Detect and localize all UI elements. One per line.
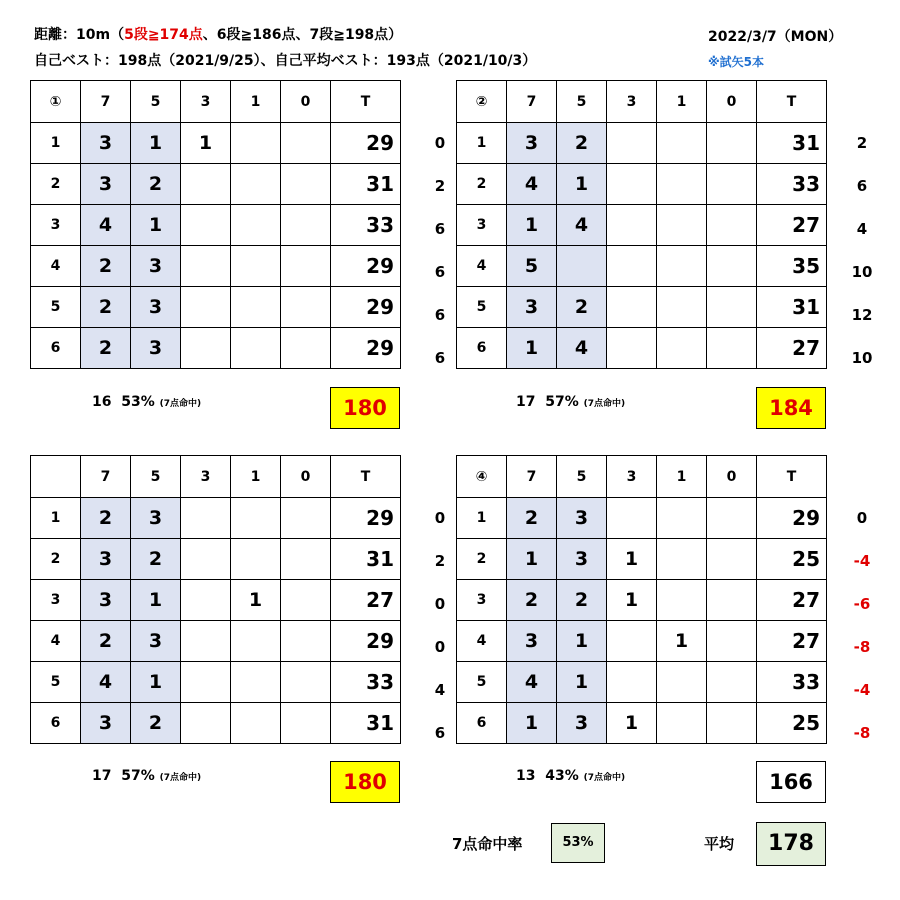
count-5: 1 bbox=[131, 580, 181, 621]
end-row bbox=[457, 164, 827, 205]
round-4-summary: 13 43% (7点命中) bbox=[516, 768, 626, 784]
end-total: 33 bbox=[331, 205, 401, 246]
end-total: 29 bbox=[331, 621, 401, 662]
count-5 bbox=[557, 246, 607, 287]
count-5: 1 bbox=[131, 123, 181, 164]
end-total: 31 bbox=[331, 539, 401, 580]
count-0 bbox=[281, 123, 331, 164]
count-7: 2 bbox=[81, 498, 131, 539]
count-0 bbox=[707, 498, 757, 539]
count-1: 1 bbox=[231, 580, 281, 621]
end-row bbox=[457, 328, 827, 369]
end-row bbox=[31, 205, 401, 246]
count-7: 4 bbox=[81, 662, 131, 703]
hit-rate-label: 7点命中率 bbox=[452, 835, 523, 853]
column-header: 3 bbox=[607, 81, 657, 123]
count-3 bbox=[181, 328, 231, 369]
count-3 bbox=[607, 164, 657, 205]
side-value: 12 bbox=[851, 306, 873, 324]
count-0 bbox=[281, 662, 331, 703]
side-value: 6 bbox=[434, 349, 446, 367]
end-row bbox=[457, 621, 827, 662]
end-row bbox=[457, 246, 827, 287]
count-7: 1 bbox=[507, 703, 557, 744]
end-row bbox=[457, 580, 827, 621]
end-row bbox=[457, 123, 827, 164]
column-header: 3 bbox=[181, 456, 231, 498]
end-row bbox=[31, 498, 401, 539]
end-number: 1 bbox=[31, 123, 81, 164]
count-0 bbox=[707, 662, 757, 703]
count-5: 3 bbox=[131, 621, 181, 662]
count-3 bbox=[607, 498, 657, 539]
count-1 bbox=[657, 164, 707, 205]
column-header: 7 bbox=[81, 81, 131, 123]
column-header: 7 bbox=[81, 456, 131, 498]
count-3 bbox=[607, 123, 657, 164]
end-total: 29 bbox=[331, 287, 401, 328]
count-7: 3 bbox=[81, 703, 131, 744]
column-header: 3 bbox=[607, 456, 657, 498]
side-value: -4 bbox=[853, 681, 871, 699]
count-5: 1 bbox=[131, 205, 181, 246]
column-header: 5 bbox=[131, 456, 181, 498]
count-1 bbox=[231, 539, 281, 580]
column-header: 0 bbox=[281, 81, 331, 123]
count-7: 3 bbox=[507, 123, 557, 164]
round-2-total: 184 bbox=[756, 387, 826, 429]
count-0 bbox=[707, 621, 757, 662]
count-5: 3 bbox=[557, 498, 607, 539]
count-7: 1 bbox=[507, 539, 557, 580]
count-5: 3 bbox=[557, 703, 607, 744]
count-0 bbox=[707, 328, 757, 369]
side-value: 2 bbox=[434, 552, 446, 570]
count-0 bbox=[281, 703, 331, 744]
end-number: 3 bbox=[31, 205, 81, 246]
count-7: 3 bbox=[81, 539, 131, 580]
date: 2022/3/7（MON） bbox=[708, 29, 843, 45]
side-value: 6 bbox=[434, 263, 446, 281]
side-value: 2 bbox=[434, 177, 446, 195]
side-value: 2 bbox=[856, 134, 868, 152]
end-number: 6 bbox=[31, 703, 81, 744]
end-number: 5 bbox=[457, 662, 507, 703]
count-1 bbox=[657, 328, 707, 369]
count-7: 4 bbox=[507, 164, 557, 205]
count-1 bbox=[231, 498, 281, 539]
count-0 bbox=[707, 580, 757, 621]
personal-best-line: 自己ベスト：198点（2021/9/25）、自己平均ベスト：193点（2021/10/3） bbox=[34, 53, 537, 69]
side-value: 10 bbox=[851, 349, 873, 367]
side-value: 0 bbox=[434, 134, 446, 152]
column-header: 1 bbox=[657, 456, 707, 498]
count-7: 2 bbox=[81, 621, 131, 662]
end-total: 27 bbox=[757, 205, 827, 246]
side-value: 10 bbox=[851, 263, 873, 281]
round-3-total: 180 bbox=[330, 761, 400, 803]
side-value: -8 bbox=[853, 724, 871, 742]
end-number: 5 bbox=[31, 662, 81, 703]
side-value: -4 bbox=[853, 552, 871, 570]
end-total: 31 bbox=[331, 164, 401, 205]
count-3 bbox=[607, 328, 657, 369]
count-3 bbox=[181, 246, 231, 287]
end-row bbox=[31, 662, 401, 703]
end-total: 27 bbox=[757, 328, 827, 369]
end-total: 29 bbox=[331, 498, 401, 539]
end-row bbox=[31, 703, 401, 744]
count-5: 3 bbox=[131, 498, 181, 539]
round-4-total: 166 bbox=[756, 761, 826, 803]
column-header: T bbox=[757, 81, 827, 123]
count-5: 2 bbox=[131, 703, 181, 744]
count-3 bbox=[181, 580, 231, 621]
end-row bbox=[31, 287, 401, 328]
round-3-table bbox=[30, 455, 401, 744]
end-row bbox=[457, 662, 827, 703]
count-3 bbox=[181, 164, 231, 205]
end-total: 25 bbox=[757, 703, 827, 744]
count-5: 3 bbox=[557, 539, 607, 580]
count-7: 1 bbox=[507, 328, 557, 369]
end-number: 5 bbox=[31, 287, 81, 328]
end-total: 25 bbox=[757, 539, 827, 580]
count-0 bbox=[281, 164, 331, 205]
count-3 bbox=[607, 662, 657, 703]
count-3 bbox=[607, 205, 657, 246]
count-7: 2 bbox=[81, 246, 131, 287]
end-row bbox=[31, 123, 401, 164]
count-0 bbox=[707, 164, 757, 205]
round-2-table bbox=[456, 80, 827, 369]
column-header: 1 bbox=[231, 81, 281, 123]
count-0 bbox=[707, 246, 757, 287]
end-row bbox=[457, 539, 827, 580]
side-value: -6 bbox=[853, 595, 871, 613]
end-total: 31 bbox=[331, 703, 401, 744]
count-1 bbox=[657, 539, 707, 580]
count-3 bbox=[181, 287, 231, 328]
count-1 bbox=[231, 246, 281, 287]
end-number: 3 bbox=[457, 580, 507, 621]
count-3 bbox=[181, 703, 231, 744]
end-total: 27 bbox=[331, 580, 401, 621]
count-3: 1 bbox=[181, 123, 231, 164]
end-row bbox=[31, 580, 401, 621]
column-header: T bbox=[331, 81, 401, 123]
count-1 bbox=[231, 703, 281, 744]
end-number: 6 bbox=[457, 328, 507, 369]
end-number: 2 bbox=[31, 539, 81, 580]
side-value: 6 bbox=[856, 177, 868, 195]
round-4-table bbox=[456, 455, 827, 744]
count-5: 1 bbox=[131, 662, 181, 703]
count-5: 3 bbox=[131, 287, 181, 328]
count-7: 2 bbox=[507, 498, 557, 539]
count-3 bbox=[181, 539, 231, 580]
count-0 bbox=[281, 621, 331, 662]
end-row bbox=[457, 287, 827, 328]
count-5: 2 bbox=[131, 539, 181, 580]
count-1 bbox=[657, 205, 707, 246]
end-number: 4 bbox=[457, 621, 507, 662]
side-value: 4 bbox=[856, 220, 868, 238]
average-label: 平均 bbox=[704, 835, 735, 853]
end-number: 3 bbox=[457, 205, 507, 246]
count-1 bbox=[657, 498, 707, 539]
count-3 bbox=[607, 246, 657, 287]
count-0 bbox=[281, 287, 331, 328]
distance-line: 距離：10m（5段≧174点、6段≧186点、7段≧198点） bbox=[34, 27, 403, 43]
side-value: 6 bbox=[434, 724, 446, 742]
count-7: 3 bbox=[81, 164, 131, 205]
count-7: 4 bbox=[81, 205, 131, 246]
end-row bbox=[31, 328, 401, 369]
count-1 bbox=[657, 703, 707, 744]
count-1 bbox=[231, 662, 281, 703]
count-7: 2 bbox=[81, 328, 131, 369]
round-1-total: 180 bbox=[330, 387, 400, 429]
count-7: 3 bbox=[507, 287, 557, 328]
end-number: 4 bbox=[457, 246, 507, 287]
count-7: 5 bbox=[507, 246, 557, 287]
count-1 bbox=[657, 287, 707, 328]
count-5: 4 bbox=[557, 328, 607, 369]
round-1-table bbox=[30, 80, 401, 369]
side-value: -8 bbox=[853, 638, 871, 656]
count-0 bbox=[281, 246, 331, 287]
count-5: 2 bbox=[557, 123, 607, 164]
count-3 bbox=[607, 621, 657, 662]
end-total: 29 bbox=[331, 123, 401, 164]
column-header: 7 bbox=[507, 456, 557, 498]
round-1-summary: 16 53% (7点命中) bbox=[92, 394, 202, 410]
count-3 bbox=[181, 662, 231, 703]
end-row bbox=[457, 703, 827, 744]
count-1: 1 bbox=[657, 621, 707, 662]
count-5: 2 bbox=[131, 164, 181, 205]
count-7: 3 bbox=[507, 621, 557, 662]
column-header: 1 bbox=[231, 456, 281, 498]
end-number: 2 bbox=[457, 539, 507, 580]
end-row bbox=[457, 205, 827, 246]
end-number: 4 bbox=[31, 621, 81, 662]
count-3 bbox=[181, 621, 231, 662]
end-total: 29 bbox=[331, 246, 401, 287]
end-number: 4 bbox=[31, 246, 81, 287]
column-header: 5 bbox=[131, 81, 181, 123]
round-label: ② bbox=[457, 81, 507, 123]
end-number: 6 bbox=[457, 703, 507, 744]
end-row bbox=[31, 539, 401, 580]
side-value: 0 bbox=[856, 509, 868, 527]
column-header: 3 bbox=[181, 81, 231, 123]
side-value: 6 bbox=[434, 220, 446, 238]
count-7: 3 bbox=[81, 580, 131, 621]
column-header: T bbox=[331, 456, 401, 498]
count-7: 2 bbox=[81, 287, 131, 328]
count-1 bbox=[231, 328, 281, 369]
end-total: 33 bbox=[757, 164, 827, 205]
count-3 bbox=[607, 287, 657, 328]
end-number: 2 bbox=[31, 164, 81, 205]
column-header: 0 bbox=[281, 456, 331, 498]
side-value: 0 bbox=[434, 638, 446, 656]
count-1 bbox=[231, 287, 281, 328]
count-3 bbox=[181, 205, 231, 246]
end-row bbox=[31, 621, 401, 662]
side-value: 4 bbox=[434, 681, 446, 699]
end-total: 27 bbox=[757, 580, 827, 621]
side-value: 0 bbox=[434, 509, 446, 527]
end-number: 1 bbox=[31, 498, 81, 539]
side-value: 0 bbox=[434, 595, 446, 613]
count-0 bbox=[281, 539, 331, 580]
count-1 bbox=[231, 205, 281, 246]
count-0 bbox=[281, 205, 331, 246]
end-number: 5 bbox=[457, 287, 507, 328]
round-2-summary: 17 57% (7点命中) bbox=[516, 394, 626, 410]
count-1 bbox=[657, 662, 707, 703]
column-header: 0 bbox=[707, 456, 757, 498]
count-0 bbox=[281, 328, 331, 369]
count-1 bbox=[231, 123, 281, 164]
count-3 bbox=[181, 498, 231, 539]
count-0 bbox=[281, 498, 331, 539]
round-label: ④ bbox=[457, 456, 507, 498]
end-number: 2 bbox=[457, 164, 507, 205]
count-5: 3 bbox=[131, 328, 181, 369]
end-number: 6 bbox=[31, 328, 81, 369]
hit-rate-value: 53% bbox=[551, 823, 605, 863]
end-total: 35 bbox=[757, 246, 827, 287]
end-row bbox=[457, 498, 827, 539]
column-header: 1 bbox=[657, 81, 707, 123]
count-1 bbox=[657, 123, 707, 164]
end-total: 31 bbox=[757, 123, 827, 164]
count-0 bbox=[707, 123, 757, 164]
column-header: 0 bbox=[707, 81, 757, 123]
count-1 bbox=[231, 164, 281, 205]
count-5: 4 bbox=[557, 205, 607, 246]
end-total: 27 bbox=[757, 621, 827, 662]
count-5: 2 bbox=[557, 287, 607, 328]
count-5: 1 bbox=[557, 621, 607, 662]
count-5: 3 bbox=[131, 246, 181, 287]
end-total: 29 bbox=[757, 498, 827, 539]
count-3: 1 bbox=[607, 539, 657, 580]
count-5: 2 bbox=[557, 580, 607, 621]
average-value: 178 bbox=[756, 822, 826, 866]
round-3-summary: 17 57% (7点命中) bbox=[92, 768, 202, 784]
round-label bbox=[31, 456, 81, 498]
count-1 bbox=[231, 621, 281, 662]
end-number: 1 bbox=[457, 498, 507, 539]
column-header: T bbox=[757, 456, 827, 498]
end-total: 33 bbox=[757, 662, 827, 703]
count-3: 1 bbox=[607, 703, 657, 744]
count-3: 1 bbox=[607, 580, 657, 621]
count-7: 3 bbox=[81, 123, 131, 164]
count-7: 4 bbox=[507, 662, 557, 703]
count-7: 1 bbox=[507, 205, 557, 246]
end-total: 31 bbox=[757, 287, 827, 328]
count-5: 1 bbox=[557, 662, 607, 703]
side-value: 6 bbox=[434, 306, 446, 324]
count-0 bbox=[707, 205, 757, 246]
count-1 bbox=[657, 246, 707, 287]
end-row bbox=[31, 246, 401, 287]
column-header: 5 bbox=[557, 456, 607, 498]
column-header: 7 bbox=[507, 81, 557, 123]
end-total: 33 bbox=[331, 662, 401, 703]
count-7: 2 bbox=[507, 580, 557, 621]
count-0 bbox=[707, 539, 757, 580]
trial-arrows-note: ※試矢5本 bbox=[708, 55, 765, 69]
count-0 bbox=[707, 703, 757, 744]
end-number: 1 bbox=[457, 123, 507, 164]
end-number: 3 bbox=[31, 580, 81, 621]
end-row bbox=[31, 164, 401, 205]
count-1 bbox=[657, 580, 707, 621]
grade-5dan-threshold: 5段≧174点 bbox=[124, 27, 203, 43]
count-0 bbox=[281, 580, 331, 621]
column-header: 5 bbox=[557, 81, 607, 123]
round-label: ① bbox=[31, 81, 81, 123]
count-5: 1 bbox=[557, 164, 607, 205]
count-0 bbox=[707, 287, 757, 328]
end-total: 29 bbox=[331, 328, 401, 369]
